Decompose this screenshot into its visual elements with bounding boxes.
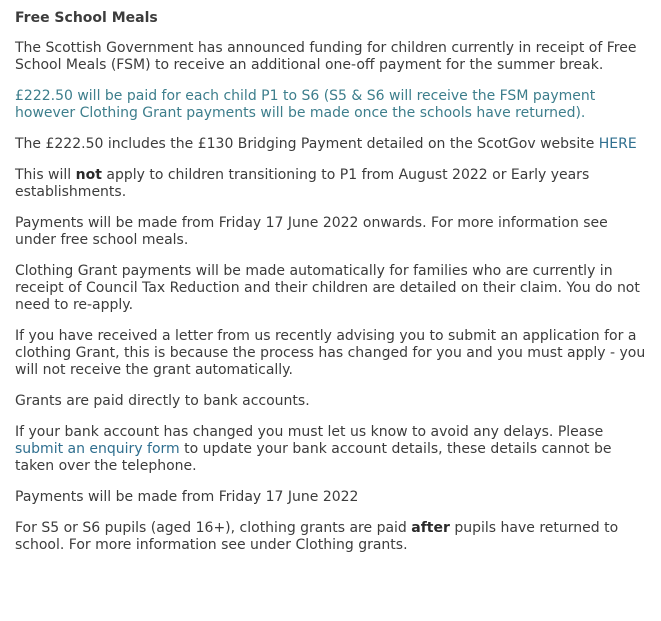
payment-amount-paragraph: £222.50 will be paid for each child P1 to S6 (S5 & S6 will receive the FSM payment however Clothing Grant payments will be made once the schools have returned). bbox=[15, 88, 596, 121]
payment-date-paragraph: Payments will be made from Friday 17 June 2022 onwards. For more information see under free school meals. bbox=[15, 215, 608, 248]
page-title: Free School Meals bbox=[15, 10, 158, 26]
s5-s6-paragraph bbox=[15, 520, 646, 554]
clothing-grant-letter-paragraph: If you have received a letter from us recently advising you to submit an application for a clothing Grant, this is because the process has changed for you and you must apply - you will not receive the grant automatically. bbox=[15, 328, 646, 378]
bridging-payment-paragraph bbox=[15, 136, 646, 153]
s5-s6-bold-after: after bbox=[411, 520, 450, 536]
s5-s6-text-before: For S5 or S6 pupils (aged 16+), clothing grants are paid bbox=[15, 520, 412, 536]
payment-date-short-paragraph: Payments will be made from Friday 17 June 2022 bbox=[15, 489, 359, 505]
bridging-payment-text: The £222.50 includes the £130 Bridging Payment detailed on the ScotGov website bbox=[15, 136, 599, 152]
clothing-grant-paragraph: Clothing Grant payments will be made automatically for families who are currently in receipt of Council Tax Reduction and their children are detailed on their claim. You do not need to re-apply. bbox=[15, 263, 640, 313]
transition-text-after: apply to children transitioning to P1 from August 2022 or Early years establishments. bbox=[15, 167, 590, 200]
transition-bold-not: not bbox=[75, 167, 102, 183]
bank-change-text-before: If your bank account has changed you must let us know to avoid any delays. Please bbox=[15, 424, 604, 440]
s5-s6-text-after: pupils have returned to school. For more information see under Clothing grants. bbox=[15, 520, 619, 553]
scotgov-here-link[interactable]: HERE bbox=[598, 136, 637, 152]
bank-accounts-paragraph: Grants are paid directly to bank accounts. bbox=[15, 393, 310, 409]
transition-paragraph bbox=[15, 167, 646, 201]
enquiry-form-link[interactable]: submit an enquiry form bbox=[15, 441, 180, 457]
bank-change-text-after: to update your bank account details, these details cannot be taken over the telephone. bbox=[15, 441, 612, 474]
transition-text-before: This will bbox=[15, 167, 76, 183]
intro-paragraph: The Scottish Government has announced funding for children currently in receipt of Free School Meals (FSM) to receive an additional one-off payment for the summer break. bbox=[15, 40, 637, 73]
bank-change-paragraph bbox=[15, 424, 646, 475]
